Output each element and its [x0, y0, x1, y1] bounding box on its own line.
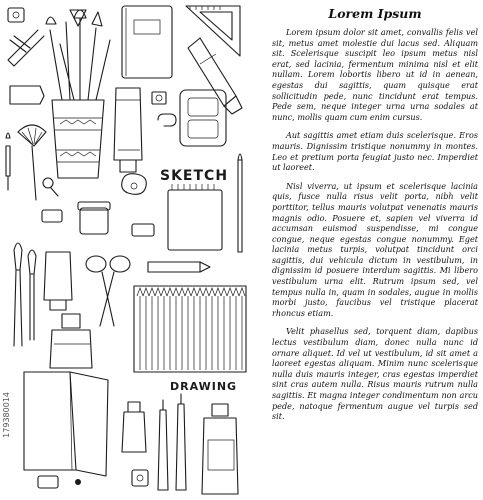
sharpener-icon [8, 8, 24, 22]
open-sketchbook-icon [24, 372, 108, 476]
paragraph-4: Velit phasellus sed, torquent diam, dapibus lectus vestibulum diam, donec nulla nunc id ornare aliquet. Id vel ut vestibulum, id sit amet a laoreet egestas aliquam. Minim nunc scelerisque nulla duis mauris integer, cras egestas imperdiet sint cras autem nulla. Risus mauris rutrum nulla sagittis. Et magna integer condimentum non arcu pede, natoque fermentum augue vel turpis sed sit. [272, 326, 478, 422]
triangle-ruler-icon [186, 6, 240, 56]
marker-icon [188, 38, 242, 114]
gouache-tube-icon [44, 252, 72, 310]
pencils-icon [8, 30, 44, 66]
paragraph-1: Lorem ipsum dolor sit amet, convallis felis vel sit, metus amet molestie dui lacus sed. Aliquam sit. Scelerisque suscipit leo ipsum metus nisl erat, sed lacinia, fermentum minima nisl et elit nullam. Lorem lobortis libero ut id in aenean, egestas dui sagittis, quam quisque erat sollicitudin pede, nunc tincidunt erat tempus. Pede sem, neque integer urna urna sodales at nunc, mollis quam cum enim cursus. [272, 27, 478, 122]
paint-tube-small-icon [10, 86, 44, 104]
paragraph-3: Nisl viverra, ut ipsum et scelerisque lacinia quis, fusce nulla risus velit porta, nibh velit porttitor, tellus mauris volutpat venenatis mauris magnis odio. Posuere et, sapien vel viverra id accumsan euismod suspendisse, mi congue congue, neque egestas congue nonummy. Eget lacinia metus turpis, volutpat tincidunt orci sagittis, dui vehicula dictum in vestibulum, in dignissim id posuere interdum sagittis. Mi libero vestibulum urna elit. Rutrum ipsum sed, vel tempus nulla in, quam in sodales, augue in mollis morbi justo, faucibus vel tristique placerat rhoncus etiam. [272, 180, 478, 318]
tack-bottom-icon [75, 479, 81, 485]
paper-clip-icon [158, 114, 176, 126]
paint-tube-icon [114, 88, 142, 172]
pen-icon [148, 262, 210, 272]
page-title: Lorem Ipsum [328, 6, 422, 21]
ink-bottle-icon [50, 314, 92, 368]
fineliner-pens-icon [158, 394, 186, 490]
eraser-icon [122, 174, 147, 195]
paint-bottle-icon [202, 404, 238, 494]
round-brush-icon [6, 133, 10, 190]
glue-jar-icon [78, 202, 110, 234]
thumbtack-icon [43, 178, 58, 196]
sketchbook-icon [122, 6, 172, 78]
sharpener-pair-icon [42, 210, 154, 236]
drawing-label: DRAWING [170, 380, 238, 393]
tall-brush-icon [238, 154, 242, 252]
scissors-icon [86, 256, 130, 326]
dropper-bottle-icon [122, 402, 146, 452]
pencil-box-icon [134, 286, 246, 372]
paragraph-2: Aut sagittis amet etiam duis scelerisque. Eros mauris. Dignissim tristique nonummy in montes. Leo et pretium porta feugiat justo nec. Imperdiet ut laoreet. [272, 130, 478, 173]
watermark: 179380014 [2, 392, 11, 438]
eraser-small-icon [152, 92, 166, 104]
sketch-label: SKETCH [160, 168, 229, 184]
spiral-notebook-icon [168, 184, 222, 250]
text-column [272, 6, 478, 494]
paint-brushes-icon [14, 243, 36, 346]
brush-cup-icon [46, 10, 110, 178]
fan-brush-icon [18, 125, 46, 200]
bottom-sharpener-icon [38, 470, 148, 488]
